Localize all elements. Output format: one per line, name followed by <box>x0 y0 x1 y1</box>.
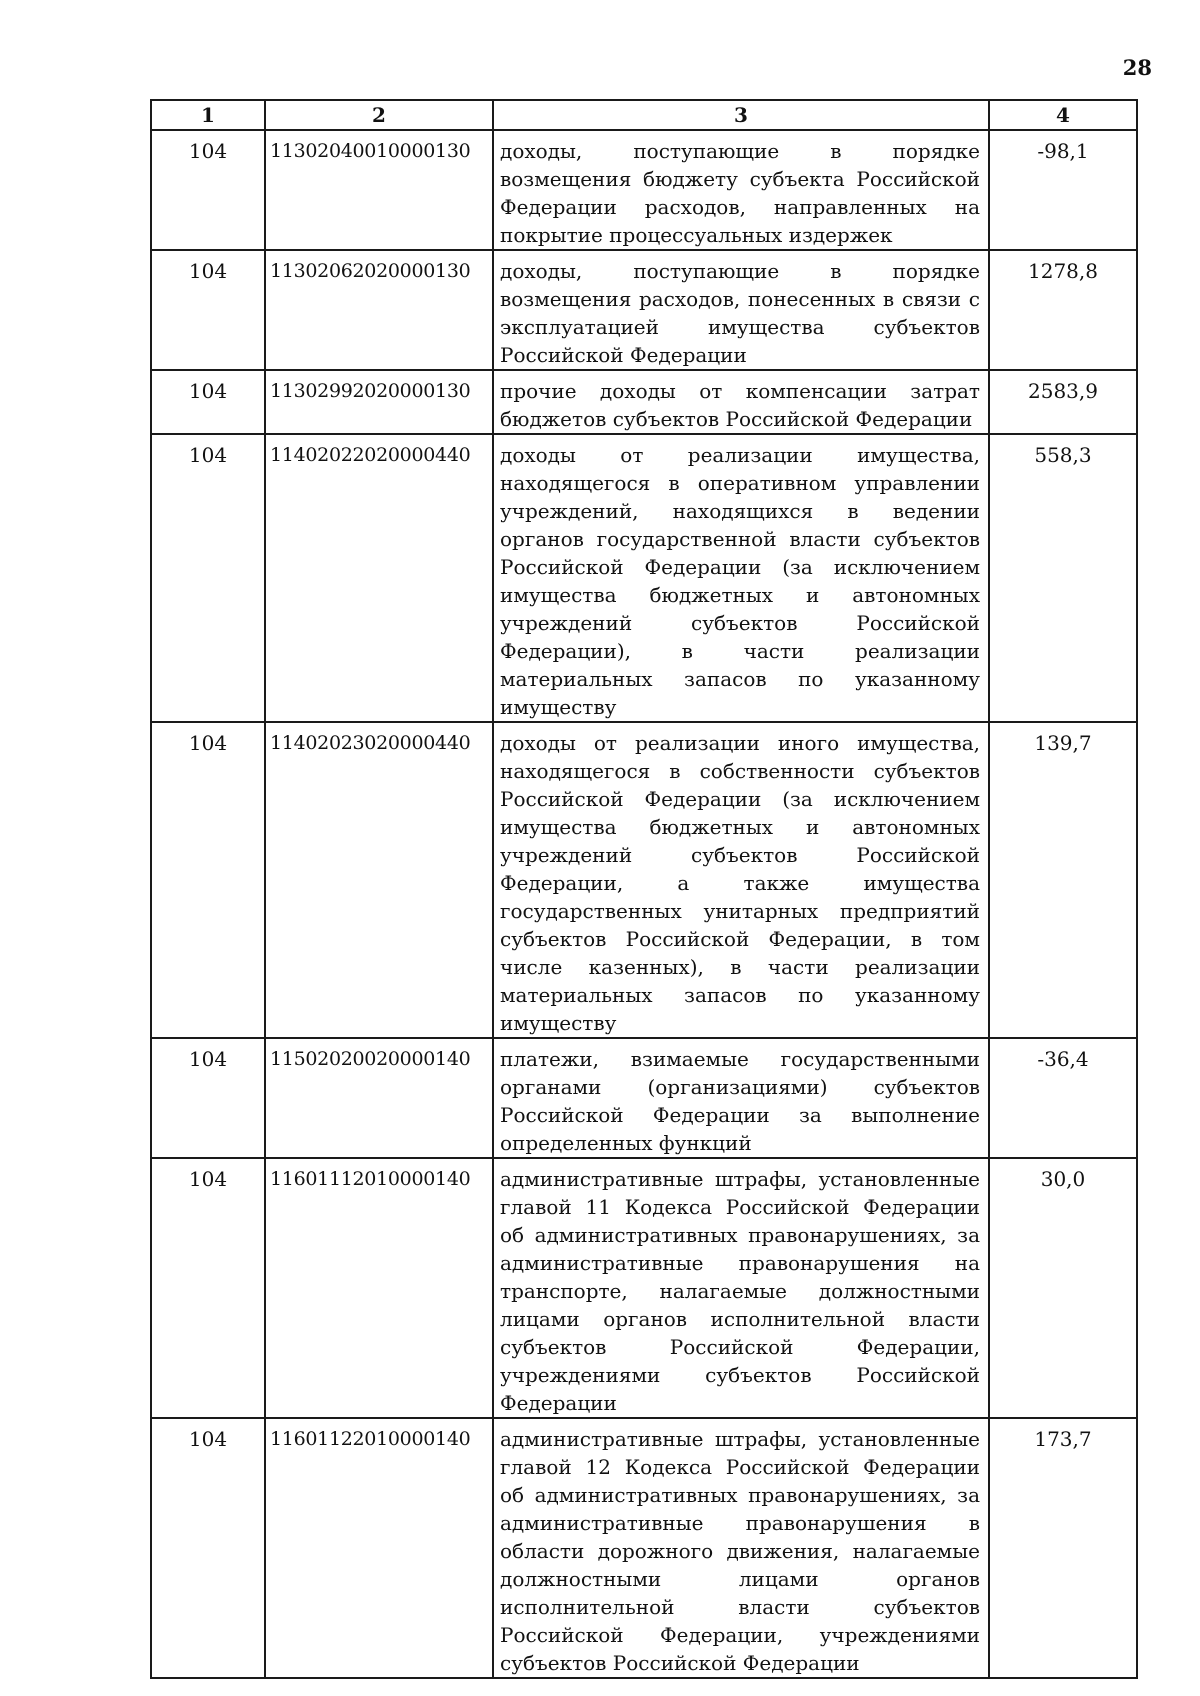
description-cell: административные штрафы, установленные главой 12 Кодекса Российской Федерации об административных правонарушениях, за административные правонарушения в области дорожного движения, налагаемые должностными лицами органов исполнительной власти субъектов Российской Федерации, учреждениями субъектов Российской Федерации <box>493 1418 989 1678</box>
description-cell: платежи, взимаемые государственными органами (организациями) субъектов Российской Федерации за выполнение определенных функций <box>493 1038 989 1158</box>
table-row <box>151 722 1137 1038</box>
amount-cell: 558,3 <box>989 434 1137 722</box>
revenue-table <box>150 99 1138 1679</box>
admin-code-cell: 104 <box>151 130 265 250</box>
admin-code-cell: 104 <box>151 1418 265 1678</box>
budget-code-cell: 11601112010000140 <box>265 1158 493 1418</box>
header-col-2: 2 <box>265 100 493 130</box>
admin-code-cell: 104 <box>151 434 265 722</box>
amount-cell: 1278,8 <box>989 250 1137 370</box>
header-col-1: 1 <box>151 100 265 130</box>
amount-cell: -98,1 <box>989 130 1137 250</box>
budget-code-cell: 11302992020000130 <box>265 370 493 434</box>
description-cell: доходы от реализации иного имущества, находящегося в собственности субъектов Российской Федерации (за исключением имущества бюджетных и автономных учреждений субъектов Российской Федерации, а также имущества государственных унитарных предприятий субъектов Российской Федерации, в том числе казенных), в части реализации материальных запасов по указанному имуществу <box>493 722 989 1038</box>
amount-cell: 2583,9 <box>989 370 1137 434</box>
table-row <box>151 1418 1137 1678</box>
admin-code-cell: 104 <box>151 1038 265 1158</box>
budget-code-cell: 11302062020000130 <box>265 250 493 370</box>
table-row <box>151 370 1137 434</box>
description-cell: доходы, поступающие в порядке возмещения бюджету субъекта Российской Федерации расходов, направленных на покрытие процессуальных издержек <box>493 130 989 250</box>
description-cell: доходы, поступающие в порядке возмещения расходов, понесенных в связи с эксплуатацией имущества субъектов Российской Федерации <box>493 250 989 370</box>
table-header-row <box>151 100 1137 130</box>
header-col-4: 4 <box>989 100 1137 130</box>
budget-code-cell: 11402022020000440 <box>265 434 493 722</box>
admin-code-cell: 104 <box>151 250 265 370</box>
description-cell: административные штрафы, установленные главой 11 Кодекса Российской Федерации об административных правонарушениях, за административные правонарушения на транспорте, налагаемые должностными лицами органов исполнительной власти субъектов Российской Федерации, учреждениями субъектов Российской Федерации <box>493 1158 989 1418</box>
budget-code-cell: 11601122010000140 <box>265 1418 493 1678</box>
budget-code-cell: 11302040010000130 <box>265 130 493 250</box>
amount-cell: 139,7 <box>989 722 1137 1038</box>
amount-cell: -36,4 <box>989 1038 1137 1158</box>
admin-code-cell: 104 <box>151 1158 265 1418</box>
admin-code-cell: 104 <box>151 370 265 434</box>
table-row <box>151 1038 1137 1158</box>
revenue-table-container <box>150 99 1136 1679</box>
description-cell: доходы от реализации имущества, находящегося в оперативном управлении учреждений, находящихся в ведении органов государственной власти субъектов Российской Федерации (за исключением имущества бюджетных и автономных учреждений субъектов Российской Федерации), в части реализации материальных запасов по указанному имуществу <box>493 434 989 722</box>
header-col-3: 3 <box>493 100 989 130</box>
amount-cell: 30,0 <box>989 1158 1137 1418</box>
budget-code-cell: 11402023020000440 <box>265 722 493 1038</box>
table-row <box>151 434 1137 722</box>
table-row <box>151 250 1137 370</box>
table-row <box>151 130 1137 250</box>
page-number: 28 <box>1122 55 1152 80</box>
admin-code-cell: 104 <box>151 722 265 1038</box>
budget-code-cell: 11502020020000140 <box>265 1038 493 1158</box>
amount-cell: 173,7 <box>989 1418 1137 1678</box>
table-row <box>151 1158 1137 1418</box>
description-cell: прочие доходы от компенсации затрат бюджетов субъектов Российской Федерации <box>493 370 989 434</box>
